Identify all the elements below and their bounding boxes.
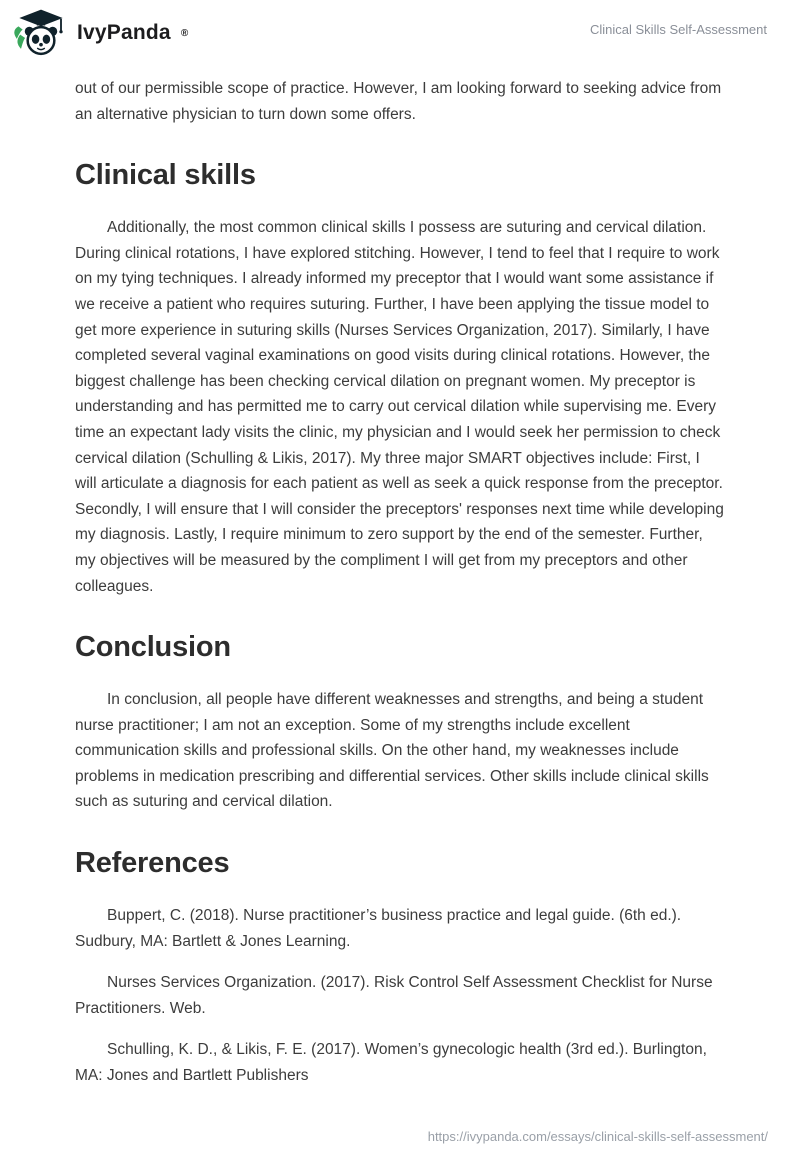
source-url-link[interactable]: https://ivypanda.com/essays/clinical-skills-self-assessment/ (427, 1129, 768, 1144)
brand-name: IvyPanda (77, 21, 171, 44)
registered-trademark: ® (180, 27, 189, 39)
document-title: Clinical Skills Self-Assessment (590, 22, 767, 37)
reference-item: Schulling, K. D., & Likis, F. E. (2017). Women’s gynecologic health (3rd ed.). Burlington, MA: Jones and Bartlett Publishers (75, 1041, 707, 1085)
ivypanda-logo[interactable] (14, 8, 188, 58)
paragraph-intro-continuation: out of our permissible scope of practice. However, I am looking forward to seeking advice from an alternative physician to turn down some offers. (75, 80, 722, 123)
page-header (0, 0, 800, 58)
panda-graduation-cap-icon (14, 8, 68, 58)
essay-content (0, 58, 800, 1089)
reference-item: Buppert, C. (2018). Nurse practitioner’s business practice and legal guide. (6th ed.). Sudbury, MA: Bartlett & Jones Learning. (75, 907, 682, 950)
paragraph-conclusion: In conclusion, all people have different weaknesses and strengths, and being a student nurse practitioner; I am not an exception. Some of my strengths include excellent communication skills and professional skills. On the other hand, my weaknesses include problems in medication prescribing and differential services. Other skills include clinical skills such as suturing and cervical dilation. (75, 691, 709, 811)
section-heading-clinical-skills: Clinical skills (75, 159, 256, 192)
section-heading-conclusion: Conclusion (75, 631, 231, 664)
reference-item: Nurses Services Organization. (2017). Risk Control Self Assessment Checklist for Nurse Practitioners. Web. (75, 974, 713, 1017)
section-heading-references: References (75, 847, 230, 880)
paragraph-clinical-skills: Additionally, the most common clinical skills I possess are suturing and cervical dilation. During clinical rotations, I have explored stitching. However, I tend to feel that I require to work on my tying techniques. I already informed my preceptor that I would want some assistance if we receive a patient who requires suturing. Further, I have been applying the tissue model to get more experience in suturing skills (Nurses Services Organization, 2017). Similarly, I have completed several vaginal examinations on good visits during clinical rotations. However, the biggest challenge has been checking cervical dilation on pregnant women. My preceptor is understanding and has permitted me to carry out cervical dilation while supervising me. Every time an expectant lady visits the clinic, my physician and I would seek her permission to check cervical dilation (Schulling & Likis, 2017). My three major SMART objectives include: First, I will articulate a diagnosis for each patient as well as seek a quick response from the preceptor. Secondly, I will ensure that I will consider the preceptors' responses next time while developing my diagnosis. Lastly, I require minimum to zero support by the end of the semester. Further, my objectives will be measured by the compliment I will get from my preceptors and other colleagues. (75, 219, 724, 595)
